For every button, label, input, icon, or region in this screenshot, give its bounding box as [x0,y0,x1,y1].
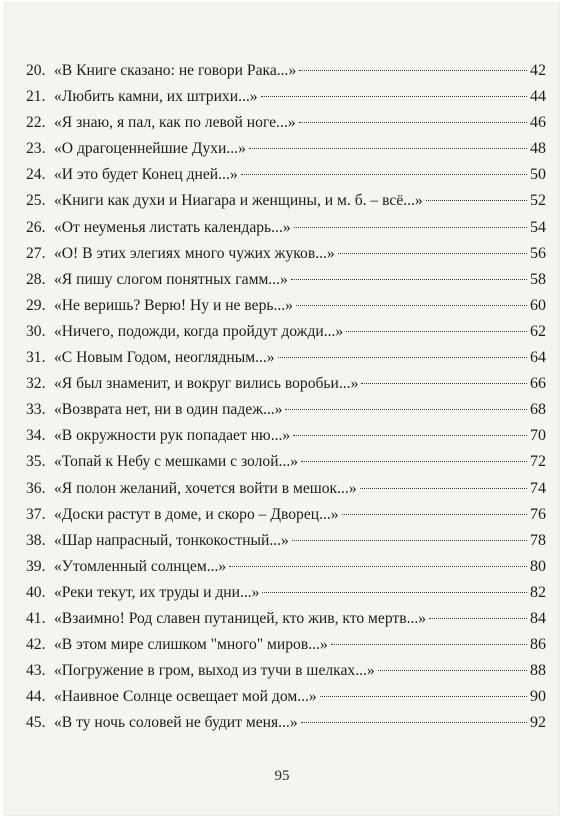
toc-entry-title: «И это будет Конец дней...» [54,166,238,184]
toc-entry-title: «Шар напрасный, тонкокостный...» [54,531,289,549]
dot-leader [346,331,527,332]
dot-leader [278,357,527,358]
toc-entry [26,397,546,423]
toc-entry [26,267,546,293]
toc-entry-title: «Наивное Солнце освещает мой дом...» [54,688,317,706]
toc-entry-page: 80 [530,557,546,575]
toc-entry [26,241,546,267]
toc-entry-title: «Взаимно! Род славен путаницей, кто жив, кто мертв...» [54,609,427,627]
dot-leader [294,227,527,228]
toc-entry [26,684,546,710]
dot-leader [301,461,527,462]
toc-entry [26,371,546,397]
toc-entry-page: 92 [530,714,546,732]
dot-leader [249,148,527,149]
toc-entry-number: 42. [26,636,46,654]
toc-entry-page: 90 [530,688,546,706]
toc-entry-page: 72 [530,453,546,471]
dot-leader [291,279,527,280]
dot-leader [378,670,527,671]
dot-leader [299,122,527,123]
toc-entry-number: 21. [26,88,46,106]
toc-entry [26,293,546,319]
toc-entry-number: 38. [26,531,46,549]
toc-entry [26,554,546,580]
toc-entry-page: 52 [530,192,546,210]
toc-entry [26,710,546,736]
toc-entry [26,502,546,528]
toc-entry-number: 20. [26,62,46,79]
toc-entry-number: 33. [26,401,46,419]
toc-entry-page: 60 [530,296,546,314]
toc-entry-page: 44 [530,88,546,106]
toc-entry-page: 82 [530,583,546,601]
toc-entry-number: 40. [26,583,46,601]
toc-entry-number: 22. [26,114,46,132]
toc-entry-page: 58 [530,270,546,288]
toc-entry-title: «Доски растут в доме, и скоро – Дворец...» [54,505,339,523]
toc-entry-page: 88 [530,662,546,680]
toc-entry-title: «Я был знаменит, и вокруг вились воробьи...» [54,375,359,393]
dot-leader [342,514,527,515]
dot-leader [241,174,527,175]
dot-leader [320,696,527,697]
toc-entry-title: «В ту ночь соловей не будит меня...» [54,714,298,732]
dot-leader [331,644,527,645]
toc-entry-number: 29. [26,296,46,314]
toc-entry-page: 86 [530,636,546,654]
toc-entry-page: 54 [530,218,546,236]
toc-entry-page: 68 [530,401,546,419]
toc-entry-number: 23. [26,140,46,158]
toc-entry-page: 78 [530,531,546,549]
toc-entry-page: 42 [530,62,546,79]
toc-entry-title: «Любить камни, их штрихи...» [54,88,258,106]
toc-entry-number: 30. [26,322,46,340]
toc-entry-title: «Я полон желаний, хочется войти в мешок...» [54,479,357,497]
toc-entry-number: 28. [26,270,46,288]
toc-entry-number: 44. [26,688,46,706]
dot-leader [296,305,527,306]
toc-entry [26,319,546,345]
toc-entry-title: «Я пишу слогом понятных гамм...» [54,270,288,288]
toc-entry-page: 84 [530,609,546,627]
dot-leader [360,488,527,489]
toc-entry-title: «Книги как духи и Ниагара и женщины, и м. б. – всё...» [54,192,423,210]
toc-entry-page: 66 [530,375,546,393]
toc-entry-number: 25. [26,192,46,210]
toc-entry-number: 37. [26,505,46,523]
dot-leader [293,435,527,436]
dot-leader [262,592,527,593]
toc-entry [26,136,546,162]
toc-entry-title: «Погружение в гром, выход из тучи в шелках...» [54,662,375,680]
page-number: 95 [274,768,290,784]
toc-entry-page: 50 [530,166,546,184]
toc-entry-page: 62 [530,322,546,340]
toc-entry-page: 74 [530,479,546,497]
toc-entry-title: «Реки текут, их труды и дни...» [54,583,260,601]
toc-entry [26,580,546,606]
toc-entry [26,84,546,110]
dot-leader [285,409,527,410]
toc-entry-number: 35. [26,453,46,471]
toc-entry-title: «В этом мире слишком "много" миров...» [54,636,328,654]
table-of-contents [26,58,546,736]
toc-entry [26,606,546,632]
dot-leader [338,253,527,254]
toc-entry-number: 41. [26,609,46,627]
toc-entry-title: «Утомленный солнцем...» [54,557,227,575]
toc-entry-page: 64 [530,349,546,367]
toc-entry-number: 27. [26,244,46,262]
toc-entry-title: «В Книге сказано: не говори Рака...» [54,62,297,79]
toc-entry [26,162,546,188]
toc-entry-number: 34. [26,427,46,445]
toc-entry [26,658,546,684]
toc-entry-number: 32. [26,375,46,393]
toc-entry-number: 31. [26,349,46,367]
toc-entry-number: 39. [26,557,46,575]
dot-leader [429,618,527,619]
toc-entry-page: 46 [530,114,546,132]
toc-entry-page: 76 [530,505,546,523]
toc-entry-page: 56 [530,244,546,262]
dot-leader [299,70,527,71]
toc-entry-title: «В окружности рук попадает ню...» [54,427,291,445]
dot-leader [229,566,527,567]
toc-entry [26,188,546,214]
toc-entry [26,528,546,554]
toc-entry [26,58,546,84]
toc-entry-number: 43. [26,662,46,680]
toc-entry-number: 24. [26,166,46,184]
toc-entry-title: «Возврата нет, ни в один падеж...» [54,401,283,419]
toc-entry [26,449,546,475]
book-page [4,2,560,816]
toc-entry-title: «Не веришь? Верю! Ну и не верь...» [54,296,293,314]
dot-leader [426,200,527,201]
dot-leader [361,383,527,384]
toc-entry-number: 26. [26,218,46,236]
toc-entry-title: «Топай к Небу с мешками с золой...» [54,453,299,471]
toc-entry [26,345,546,371]
toc-entry-number: 45. [26,714,46,732]
toc-entry-title: «Ничего, подожди, когда пройдут дожди...» [54,322,344,340]
toc-entry [26,476,546,502]
toc-entry-page: 48 [530,140,546,158]
toc-entry-title: «От неуменья листать календарь...» [54,218,291,236]
toc-entry [26,110,546,136]
toc-entry-title: «О! В этих элегиях много чужих жуков...» [54,244,335,262]
toc-entry [26,215,546,241]
toc-entry-page: 70 [530,427,546,445]
dot-leader [292,540,527,541]
dot-leader [301,722,527,723]
toc-entry-title: «С Новым Годом, неоглядным...» [54,349,275,367]
toc-entry-title: «О драгоценнейшие Духи...» [54,140,246,158]
toc-entry [26,632,546,658]
toc-entry-number: 36. [26,479,46,497]
dot-leader [261,96,527,97]
toc-entry [26,423,546,449]
toc-entry-title: «Я знаю, я пал, как по левой ноге...» [54,114,296,132]
